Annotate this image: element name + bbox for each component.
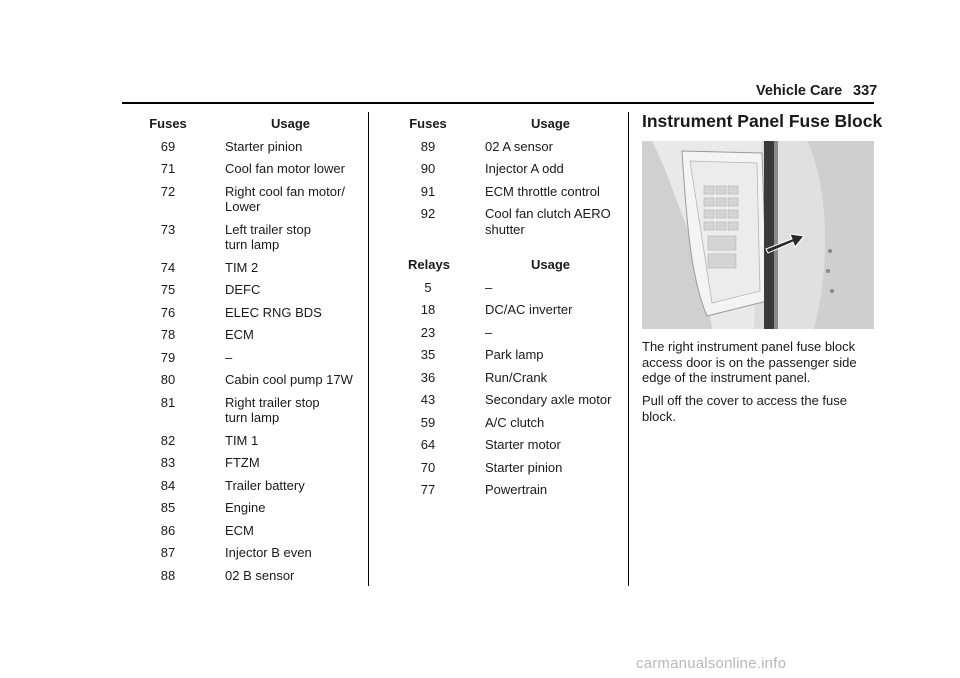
table-cell-usage: Secondary axle motor bbox=[485, 392, 612, 407]
table-cell-usage: Injector A odd bbox=[485, 161, 564, 176]
table-cell-usage: Powertrain bbox=[485, 482, 548, 497]
table-cell-usage: shutter bbox=[485, 221, 525, 237]
table-cell-usage: Starter pinion bbox=[225, 138, 303, 154]
table-cell-usage: ECM throttle control bbox=[485, 183, 600, 199]
table-cell-usage: Lower bbox=[225, 199, 261, 214]
table-cell-id: 84 bbox=[160, 477, 176, 493]
table-cell-usage: A/C clutch bbox=[485, 414, 545, 430]
table-cell-usage: – bbox=[225, 349, 233, 365]
table-header-usage: Usage bbox=[531, 257, 571, 272]
table-cell-id: 5 bbox=[424, 279, 432, 295]
table-cell-usage: – bbox=[485, 324, 493, 340]
table-cell-id: 79 bbox=[160, 349, 176, 365]
paragraph-pull-cover: Pull off the cover to access the fuse block. bbox=[642, 393, 847, 424]
table-cell-id: 23 bbox=[420, 324, 436, 340]
table-cell-usage: 02 A sensor bbox=[485, 138, 553, 154]
table-cell-usage: ECM bbox=[225, 522, 254, 538]
table-cell-id: 73 bbox=[160, 221, 176, 237]
table-cell-usage: Right cool fan motor/ bbox=[225, 183, 345, 199]
table-cell-id: 85 bbox=[160, 500, 176, 515]
table-cell-id: 78 bbox=[160, 327, 176, 342]
table-cell-usage: Park lamp bbox=[485, 347, 544, 362]
table-cell-id: 92 bbox=[420, 206, 436, 221]
table-header-usage: Usage bbox=[531, 116, 571, 131]
table-cell-usage: Right trailer stop bbox=[225, 394, 320, 410]
table-cell-id: 91 bbox=[420, 183, 436, 199]
table-cell-id: 89 bbox=[420, 138, 436, 154]
table-header-usage: Usage bbox=[271, 116, 311, 131]
table-cell-usage: Cool fan motor lower bbox=[225, 161, 345, 176]
watermark: carmanualsonline.info bbox=[636, 655, 787, 672]
table-cell-id: 64 bbox=[420, 437, 436, 452]
header-section-title: Vehicle Care bbox=[756, 83, 843, 99]
table-cell-usage: FTZM bbox=[225, 455, 260, 470]
table-cell-id: 74 bbox=[160, 259, 176, 275]
table-cell-usage: Trailer battery bbox=[225, 477, 305, 493]
table-cell-usage: Engine bbox=[225, 500, 266, 515]
column-divider-left bbox=[368, 112, 369, 586]
column-divider-right bbox=[628, 112, 629, 586]
table-header-id: Relays bbox=[408, 257, 450, 272]
table-cell-usage: Starter pinion bbox=[485, 459, 563, 475]
table-header-id: Fuses bbox=[409, 116, 447, 131]
table-cell-id: 80 bbox=[160, 372, 176, 387]
table-cell-id: 83 bbox=[160, 455, 176, 470]
paragraph-access-door: The right instrument panel fuse block access door is on the passenger side edge of the instrument panel. bbox=[642, 339, 857, 385]
table-cell-usage: ELEC RNG BDS bbox=[225, 304, 322, 320]
table-cell-usage: DEFC bbox=[225, 282, 261, 297]
fuse-block-access-photo bbox=[642, 141, 874, 329]
table-cell-id: 70 bbox=[420, 459, 436, 475]
table-cell-id: 81 bbox=[160, 394, 176, 410]
table-cell-id: 69 bbox=[160, 138, 176, 154]
table-cell-id: 88 bbox=[160, 567, 176, 583]
table-cell-usage: turn lamp bbox=[225, 237, 280, 252]
table-cell-id: 87 bbox=[160, 545, 176, 560]
table-cell-id: 36 bbox=[420, 369, 436, 385]
table-cell-usage: turn lamp bbox=[225, 410, 280, 425]
table-cell-usage: – bbox=[485, 279, 493, 295]
table-cell-id: 72 bbox=[160, 183, 176, 199]
table-cell-usage: TIM 2 bbox=[225, 259, 259, 275]
table-cell-id: 71 bbox=[160, 161, 176, 176]
table-cell-id: 59 bbox=[420, 414, 436, 430]
table-cell-usage: Injector B even bbox=[225, 545, 312, 560]
table-cell-id: 76 bbox=[160, 304, 176, 320]
table-cell-usage: Starter motor bbox=[485, 437, 561, 452]
table-cell-id: 43 bbox=[420, 392, 436, 407]
table-cell-usage: ECM bbox=[225, 327, 254, 342]
page-number: 337 bbox=[853, 83, 878, 99]
table-header-id: Fuses bbox=[149, 116, 187, 131]
table-cell-usage: TIM 1 bbox=[225, 432, 259, 448]
table-cell-id: 86 bbox=[160, 522, 176, 538]
section-title: Instrument Panel Fuse Block bbox=[642, 111, 883, 131]
table-cell-id: 75 bbox=[160, 282, 176, 297]
header-rule bbox=[122, 102, 874, 104]
table-cell-id: 90 bbox=[420, 161, 436, 176]
table-cell-id: 82 bbox=[160, 432, 176, 448]
table-cell-usage: Left trailer stop bbox=[225, 221, 311, 237]
table-cell-usage: Cabin cool pump 17W bbox=[225, 372, 353, 387]
table-cell-id: 77 bbox=[420, 482, 436, 497]
table-cell-usage: 02 B sensor bbox=[225, 567, 295, 583]
table-cell-usage: Cool fan clutch AERO bbox=[485, 206, 611, 221]
table-cell-usage: Run/Crank bbox=[485, 369, 548, 385]
table-cell-id: 18 bbox=[420, 302, 436, 317]
table-cell-usage: DC/AC inverter bbox=[485, 302, 573, 317]
table-cell-id: 35 bbox=[420, 347, 436, 362]
